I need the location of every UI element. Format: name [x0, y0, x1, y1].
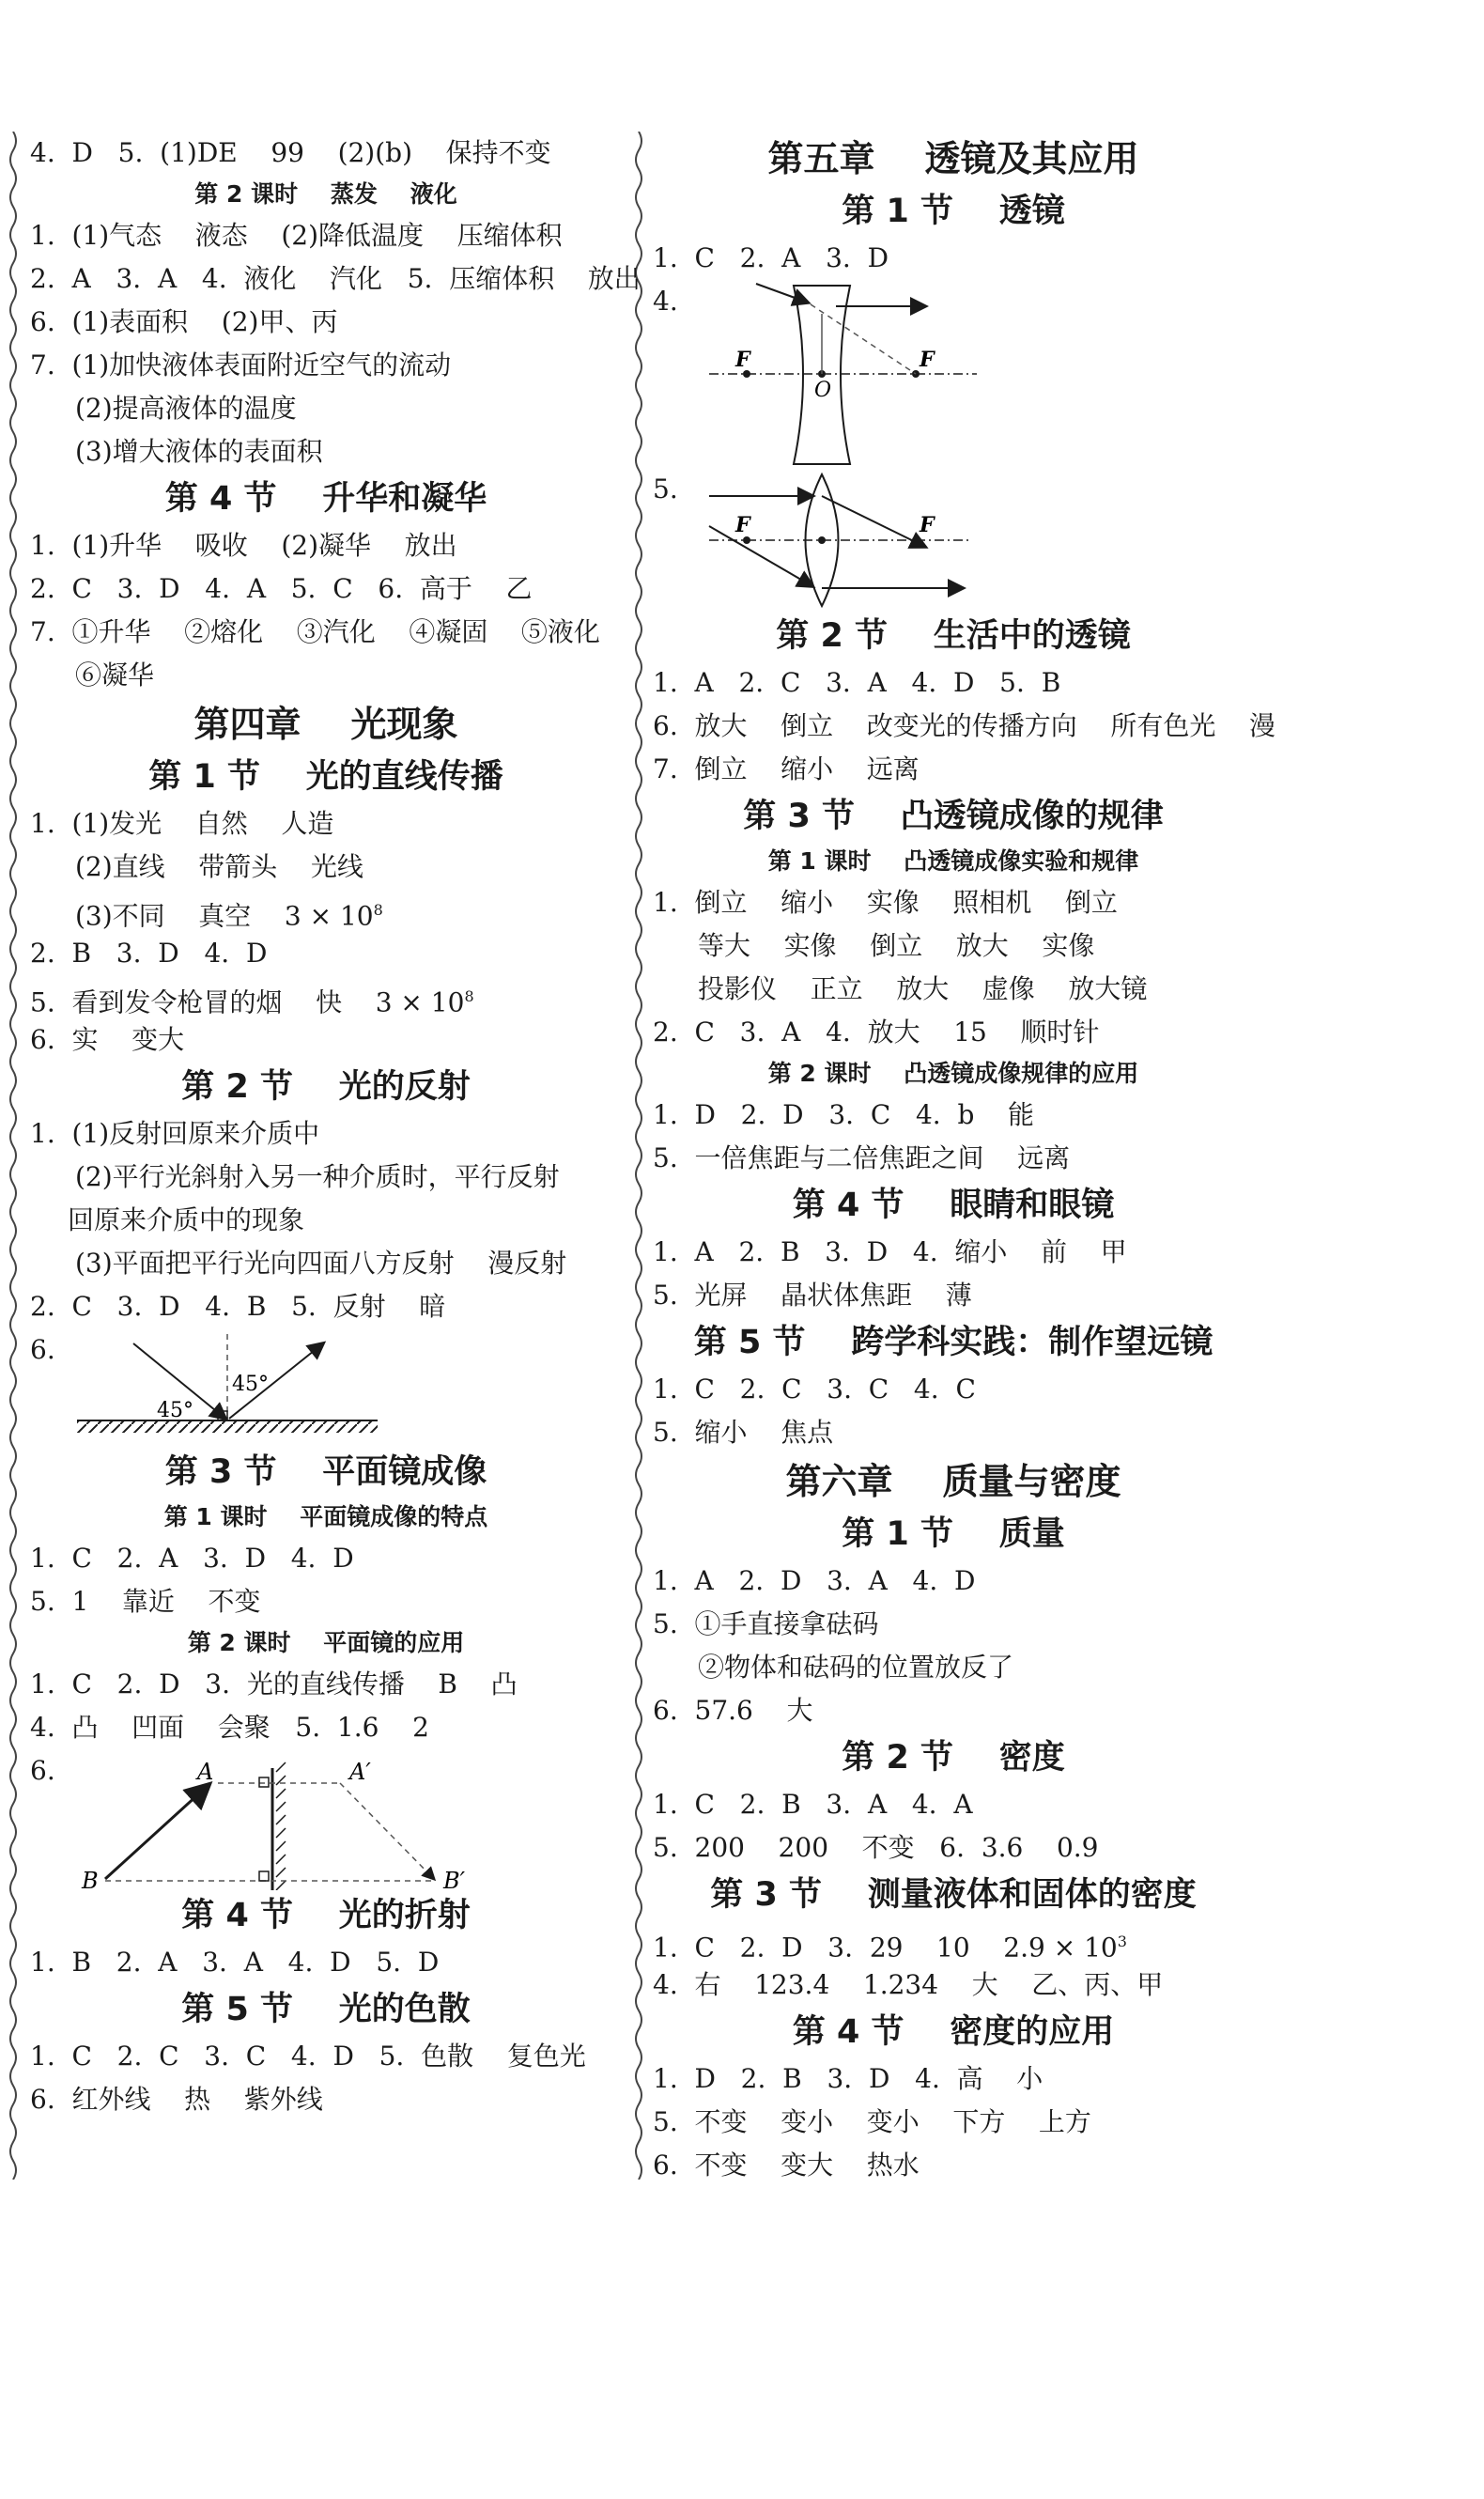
exponent: 8 [464, 987, 474, 1005]
answer-line: (2)提高液体的温度 [75, 393, 297, 424]
answer-line: 4. 凸 凹面 会聚 5. 1.6 2 [30, 1712, 429, 1743]
answer-line: 1. 倒立 缩小 实像 照相机 倒立 [653, 887, 1118, 918]
answer-line: 1. (1)气态 液态 (2)降低温度 压缩体积 [30, 220, 563, 251]
answer-line: 等大 实像 倒立 放大 实像 [698, 930, 1095, 961]
answer-line: 5. 光屏 晶状体焦距 薄 [653, 1280, 972, 1311]
lesson-heading: 第 2 课时 蒸发 液化 [194, 180, 457, 208]
section-heading: 第 4 节 升华和凝华 [164, 480, 487, 518]
answer-line: 6. 不变 变大 热水 [653, 2150, 920, 2181]
answer-line: 6. 实 变大 [30, 1024, 185, 1055]
section-heading: 第 2 节 生活中的透镜 [776, 617, 1131, 655]
section-heading: 第 1 节 光的直线传播 [148, 758, 503, 796]
focus-label: F [735, 348, 750, 372]
answer-line: 5. 缩小 焦点 [653, 1417, 834, 1448]
answer-line: 5. 200 200 不变 6. 3.6 0.9 [653, 1832, 1099, 1863]
point-label: B′ [443, 1868, 466, 1890]
answer-line: 1. C 2. C 3. C 4. D 5. 色散 复色光 [30, 2041, 586, 2072]
answer-line: 1. (1)反射回原来介质中 [30, 1118, 320, 1149]
section-heading: 第 4 节 光的折射 [181, 1897, 471, 1934]
answer-line: 7. ①升华 ②熔化 ③汽化 ④凝固 ⑤液化 [30, 616, 600, 647]
answer-line [30, 975, 622, 1018]
section-heading: 第 4 节 密度的应用 [792, 2013, 1115, 2051]
section-heading: 第 2 节 密度 [842, 1739, 1065, 1777]
middle-wavy-border [631, 132, 646, 2180]
section-heading: 第 5 节 光的色散 [181, 1991, 471, 2028]
answer-line: 1. C 2. A 3. D [653, 242, 889, 273]
section-heading: 第 4 节 眼睛和眼镜 [792, 1187, 1115, 1224]
answer-line: 1. C 2. A 3. D 4. D [30, 1543, 354, 1574]
point-label: B [82, 1868, 99, 1890]
right-column [653, 132, 1275, 2187]
angle-label: 45° [157, 1399, 193, 1422]
answer-line: 6. [30, 1334, 55, 1365]
answer-line: 5. [653, 473, 678, 504]
lesson-heading: 第 2 课时 平面镜的应用 [187, 1629, 465, 1656]
answer-line [30, 889, 622, 932]
answer-line [653, 1920, 1254, 1964]
section-heading: 第 5 节 跨学科实践：制作望远镜 [693, 1324, 1213, 1361]
answer-line: 6. [30, 1755, 55, 1786]
focus-label: F [920, 348, 935, 372]
angle-label: 45° [232, 1373, 269, 1396]
answer-line: 6. 57.6 大 [653, 1695, 813, 1726]
answer-line: 5. 不变 变小 变小 下方 上方 [653, 2106, 1091, 2137]
answer-line: 4. D 5. (1)DE 99 (2)(b) 保持不变 [30, 137, 551, 168]
answer-line: 1. A 2. B 3. D 4. 缩小 前 甲 [653, 1236, 1127, 1267]
answer-line: 6. 放大 倒立 改变光的传播方向 所有色光 漫 [653, 710, 1275, 741]
reflection-diagram [30, 1334, 612, 1447]
focus-label: F [735, 513, 750, 537]
answer-line: 1. (1)发光 自然 人造 [30, 808, 334, 839]
answer-line: 4. [653, 286, 678, 317]
point-label: A [197, 1759, 214, 1785]
answer-line: 1. C 2. D 3. 光的直线传播 B 凸 [30, 1669, 518, 1700]
left-column [30, 132, 641, 2121]
section-heading: 第 3 节 测量液体和固体的密度 [710, 1876, 1197, 1914]
section-heading: 第 3 节 凸透镜成像的规律 [743, 798, 1164, 835]
answer-line: 5. ①手直接拿砝码 [653, 1608, 879, 1639]
answer-line: 2. C 3. D 4. B 5. 反射 暗 [30, 1291, 446, 1322]
answer-line: 5. 一倍焦距与二倍焦距之间 远离 [653, 1142, 1071, 1173]
answer-line: (2)平行光斜射入另一种介质时，平行反射 [75, 1161, 560, 1192]
answer-line: 1. C 2. B 3. A 4. A [653, 1789, 973, 1820]
answer-line: 投影仪 正立 放大 虚像 放大镜 [698, 973, 1148, 1004]
answer-line: 1. (1)升华 吸收 (2)凝华 放出 [30, 530, 457, 561]
answer-line: ②物体和砝码的位置放反了 [698, 1652, 1014, 1683]
answer-line: 4. 右 123.4 1.234 大 乙、丙、甲 [653, 1969, 1164, 2000]
plane-mirror-diagram [30, 1759, 612, 1890]
answer-line: 2. A 3. A 4. 液化 汽化 5. 压缩体积 放出 [30, 263, 641, 294]
answer-text: 1. C 2. D 3. 29 10 2.9 × 10 [653, 1932, 1118, 1964]
section-heading: 第 3 节 平面镜成像 [164, 1453, 487, 1491]
answer-line: 2. C 3. D 4. A 5. C 6. 高于 乙 [30, 573, 533, 604]
answer-text: 5. 看到发令枪冒的烟 快 3 × 10 [30, 986, 465, 1018]
answer-line: 1. C 2. C 3. C 4. C [653, 1374, 976, 1405]
concave-lens-diagram [653, 276, 1235, 473]
answer-line: 1. A 2. C 3. A 4. D 5. B [653, 667, 1061, 698]
lesson-heading: 第 1 课时 平面镜成像的特点 [163, 1503, 488, 1530]
answer-line: (3)增大液体的表面积 [75, 436, 323, 467]
chapter-heading: 第四章 光现象 [193, 704, 458, 745]
left-wavy-border [6, 132, 21, 2180]
center-label: O [814, 379, 832, 402]
answer-line: ⑥凝华 [75, 660, 155, 691]
chapter-heading: 第六章 质量与密度 [785, 1461, 1121, 1502]
answer-line: (3)平面把平行光向四面八方反射 漫反射 [75, 1248, 567, 1279]
answer-line: 回原来介质中的现象 [68, 1204, 305, 1235]
point-label: A′ [349, 1759, 371, 1785]
answer-line: 1. D 2. B 3. D 4. 高 小 [653, 2063, 1043, 2094]
lesson-heading: 第 1 课时 凸透镜成像实验和规律 [767, 847, 1139, 875]
answer-line: 2. C 3. A 4. 放大 15 顺时针 [653, 1017, 1100, 1048]
focus-label: F [920, 513, 935, 537]
section-heading: 第 1 节 透镜 [842, 193, 1065, 230]
answer-line: (2)直线 带箭头 光线 [75, 851, 363, 882]
exponent: 8 [373, 901, 383, 919]
answer-line: 1. A 2. D 3. A 4. D [653, 1565, 976, 1596]
chapter-heading: 第五章 透镜及其应用 [767, 138, 1139, 179]
answer-line: 1. B 2. A 3. A 4. D 5. D [30, 1947, 440, 1978]
answer-line: 5. 1 靠近 不变 [30, 1586, 261, 1617]
answer-line: 2. B 3. D 4. D [30, 938, 268, 969]
answer-line: 7. (1)加快液体表面附近空气的流动 [30, 349, 452, 380]
answer-line: 6. 红外线 热 紫外线 [30, 2084, 323, 2115]
section-heading: 第 2 节 光的反射 [181, 1068, 471, 1106]
convex-lens-diagram [653, 470, 1235, 611]
section-heading: 第 1 节 质量 [842, 1515, 1065, 1553]
lesson-heading: 第 2 课时 凸透镜成像规律的应用 [767, 1060, 1139, 1087]
answer-text: (3)不同 真空 3 × 10 [75, 900, 374, 932]
answer-line: 7. 倒立 缩小 远离 [653, 753, 920, 784]
exponent: 3 [1117, 1932, 1127, 1950]
answer-line: 6. (1)表面积 (2)甲、丙 [30, 306, 338, 337]
answer-line: 1. D 2. D 3. C 4. b 能 [653, 1099, 1035, 1130]
